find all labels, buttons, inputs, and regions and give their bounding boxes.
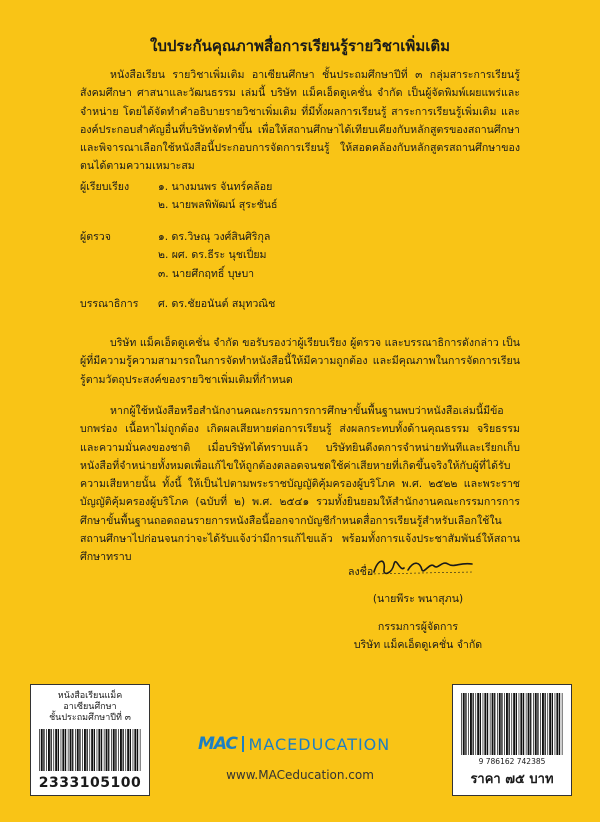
- barcode-bar: [94, 729, 95, 771]
- isbn-number: 9 786162 742385: [478, 757, 546, 766]
- barcode-bar: [108, 729, 109, 771]
- barcode-bar: [556, 693, 558, 755]
- barcode-bar: [513, 693, 515, 755]
- isbn-label-box: [452, 684, 572, 796]
- sku-line: ชั้นประถมศึกษาปีที่ ๓: [49, 713, 131, 723]
- barcode-bar: [547, 693, 548, 755]
- sku-line: อาเซียนศึกษา: [63, 702, 117, 712]
- barcode-bar: [487, 693, 488, 755]
- barcode-bar: [475, 693, 476, 755]
- barcode-bar: [41, 729, 43, 771]
- signatory-company: บริษัท แม็คเอ็ดดูเคชั่น จำกัด: [353, 639, 483, 651]
- barcode-bar: [123, 729, 124, 771]
- barcode-bar: [540, 693, 541, 755]
- barcode-bar: [101, 729, 102, 771]
- barcode-bar: [473, 693, 474, 755]
- barcode-bar: [125, 729, 126, 771]
- barcode-bar: [477, 693, 479, 755]
- reviewer-role-label: ผู้ตรวจ: [80, 231, 111, 243]
- barcode-bar: [549, 693, 551, 755]
- barcode-bar: [552, 693, 553, 755]
- barcode-bar: [111, 729, 112, 771]
- barcode-bar: [68, 729, 69, 771]
- barcode-bar: [463, 693, 465, 755]
- barcode-bar: [523, 693, 524, 755]
- barcode-bar: [535, 693, 537, 755]
- author-role-label: ผู้เรียบเรียง: [80, 181, 130, 193]
- barcode-bar: [465, 693, 466, 755]
- barcode-bar: [494, 693, 495, 755]
- barcode-bar: [55, 729, 57, 771]
- barcode-bar: [133, 729, 134, 771]
- logo-divider: [242, 736, 244, 752]
- barcode-bar: [113, 729, 115, 771]
- barcode-bar: [79, 729, 80, 771]
- barcode-bar: [516, 693, 517, 755]
- barcode-bar: [506, 693, 508, 755]
- barcode-bar: [526, 693, 527, 755]
- barcode-bar: [61, 729, 62, 771]
- barcode-bar: [480, 693, 481, 755]
- barcode-bar: [58, 729, 59, 771]
- barcode-bar: [134, 729, 136, 771]
- barcode-bar: [542, 693, 544, 755]
- barcode-bar: [509, 693, 510, 755]
- barcode-bar: [490, 693, 491, 755]
- barcode-bar: [77, 729, 79, 771]
- barcode-bar: [84, 729, 86, 771]
- guarantee-paragraph: บริษัท แม็คเอ็ดดูเคชั่น จำกัด ขอรับรองว่าผู้เรียบเรียง ผู้ตรวจ และบรรณาธิการดังกล่าว เป็นผู้ที่มีความรู้ความสามารถในการจัดทำหนังสือนี้ให้มีความถูกต้อง และมีคุณภาพในการจัดการเรียนรู้ตามวัตถุประสงค์ของรายวิชาเพิ่มเติมที่กำหนด: [80, 337, 520, 386]
- barcode-bar: [497, 693, 498, 755]
- barcode-bar: [51, 729, 52, 771]
- signatory-position: กรรมการผู้จัดการ: [377, 621, 459, 633]
- barcode-bar: [461, 693, 462, 755]
- intro-paragraph: หนังสือเรียน รายวิชาเพิ่มเติม อาเซียนศึกษา ชั้นประถมศึกษาปีที่ ๓ กลุ่มสาระการเรียนรู้สังคมศึกษา ศาสนาและวัฒนธรรม เล่มนี้ บริษัท แม็คเอ็ดดูเคชั่น จำกัด เป็นผู้จัดพิมพ์เผยแพร่และจำหน่าย โดยได้จัดทำคำอธิบายรายวิชาเพิ่มเติม ที่มีทั้งผลการเรียนรู้ สาระการเรียนรู้เพิ่มเติม และองค์ประกอบสำคัญอื่นที่บริษัทจัดทำขึ้น เพื่อให้สถานศึกษาได้เทียบเคียงกับหลักสูตรของสถานศึกษาและพิจารณาเลือกใช้หนังสือนี้ประกอบการจัดการเรียนรู้ ให้สอดคล้องกับหลักสูตรสถานศึกษาของตนได้ตามความเหมาะสม: [80, 69, 520, 173]
- website-url: www.MACeducation.com: [226, 768, 374, 782]
- barcode-bar: [62, 729, 64, 771]
- barcode-bar: [43, 729, 44, 771]
- barcode-bar: [533, 693, 534, 755]
- barcode-bar: [501, 693, 502, 755]
- barcode-bar: [140, 729, 141, 771]
- barcode-bar: [87, 729, 88, 771]
- sku-code: 2333105100: [38, 775, 142, 791]
- sku-line: หนังสือเรียนแม็ค: [57, 691, 123, 701]
- barcode-bar: [72, 729, 73, 771]
- signature-label: ลงชื่อ: [348, 566, 374, 578]
- editor-name: ศ. ดร.ชัยอนันต์ สมุทวณิช: [158, 298, 276, 310]
- barcode-bar: [39, 729, 40, 771]
- author-name: ๒. นายพลพิพัฒน์ สุระชันธ์: [158, 199, 278, 212]
- barcode-bar: [137, 729, 138, 771]
- barcode-bar: [98, 729, 100, 771]
- isbn-barcode: [461, 693, 563, 755]
- barcode-bar: [127, 729, 129, 771]
- brand-name: MACEDUCATION: [248, 734, 391, 754]
- barcode-bar: [46, 729, 47, 771]
- barcode-bar: [562, 693, 563, 755]
- brand-mark: MAC: [198, 734, 238, 754]
- sku-barcode: [39, 729, 141, 771]
- barcode-bar: [104, 729, 105, 771]
- liability-paragraph: หากผู้ใช้หนังสือหรือสำนักงานคณะกรรมการการศึกษาขั้นพื้นฐานพบว่าหนังสือเล่มนี้มีข้อบกพร่อง เนื้อหาไม่ถูกต้อง เกิดผลเสียหายต่อการเรียนรู้ ส่งผลกระทบทั้งด้านคุณธรรม จริยธรรม และความมั่นคงของชาติ เมื่อบริษัทได้ทราบแล้ว บริษัทยินดีงดการจำหน่ายทันทีและเรียกเก็บหนังสือที่จำหน่ายทั้งหมดเพื่อแก้ไขให้ถูกต้องตลอดจนชดใช้ค่าเสียหายที่เกิดขึ้นจริงให้กับผู้ที่ได้รับความเสียหายนั้น ทั้งนี้ ให้เป็นไปตามพระราชบัญญัติคุ้มครองผู้บริโภค พ.ศ. ๒๕๒๒ และพระราชบัญญัติคุ้มครองผู้บริโภค (ฉบับที่ ๒) พ.ศ. ๒๕๔๑ รวมทั้งยินยอมให้สำนักงานคณะกรรมการการศึกษาขั้นพื้นฐานถอดถอนรายการหนังสือนี้ออกจากบัญชีกำหนดสื่อการเรียนรู้สำหรับเลือกใช้ในสถานศึกษาไปก่อนจนกว่าจะได้รับแจ้งว่ามีการแก้ไขแล้ว พร้อมทั้งการแจ้งประชาสัมพันธ์ให้สถานศึกษาทราบ: [80, 405, 520, 564]
- barcode-bar: [130, 729, 131, 771]
- barcode-bar: [559, 693, 560, 755]
- barcode-bar: [120, 729, 122, 771]
- barcode-bar: [48, 729, 50, 771]
- barcode-bar: [483, 693, 484, 755]
- barcode-bar: [70, 729, 72, 771]
- barcode-bar: [65, 729, 66, 771]
- barcode-bar: [519, 693, 520, 755]
- barcode-bar: [492, 693, 494, 755]
- barcode-bar: [528, 693, 530, 755]
- barcode-bar: [75, 729, 76, 771]
- handwritten-signature: [368, 552, 478, 580]
- barcode-bar: [118, 729, 119, 771]
- editor-role-label: บรรณาธิการ: [80, 298, 139, 310]
- barcode-bar: [468, 693, 469, 755]
- barcode-bar: [82, 729, 83, 771]
- barcode-bar: [470, 693, 472, 755]
- signatory-name: (นายพีระ พนาสุภน): [372, 593, 464, 605]
- reviewer-name: ๓. นายศึกฤทธิ์ บุษบา: [158, 267, 255, 280]
- barcode-bar: [484, 693, 486, 755]
- barcode-bar: [537, 693, 538, 755]
- barcode-bar: [499, 693, 501, 755]
- author-name: ๑. นางมนพร จันทร์คล้อย: [158, 181, 273, 193]
- reviewer-name: ๑. ดร.วิษณุ วงศ์สินศิริกุล: [158, 231, 271, 243]
- barcode-bar: [504, 693, 505, 755]
- barcode-bar: [520, 693, 522, 755]
- barcode-bar: [97, 729, 98, 771]
- price-label: ราคา ๗๕ บาท: [470, 772, 554, 787]
- barcode-bar: [53, 729, 54, 771]
- barcode-bar: [555, 693, 556, 755]
- barcode-bar: [89, 729, 90, 771]
- barcode-bar: [115, 729, 116, 771]
- barcode-bar: [106, 729, 108, 771]
- barcode-bar: [91, 729, 93, 771]
- page-title: ใบประกันคุณภาพสื่อการเรียนรู้รายวิชาเพิ่มเติม: [150, 37, 450, 55]
- reviewer-name: ๒. ผศ. ดร.ธีระ นุชเปี่ยม: [158, 249, 267, 262]
- barcode-bar: [530, 693, 531, 755]
- barcode-bar: [511, 693, 512, 755]
- brand-logo: [198, 734, 390, 754]
- barcode-bar: [545, 693, 546, 755]
